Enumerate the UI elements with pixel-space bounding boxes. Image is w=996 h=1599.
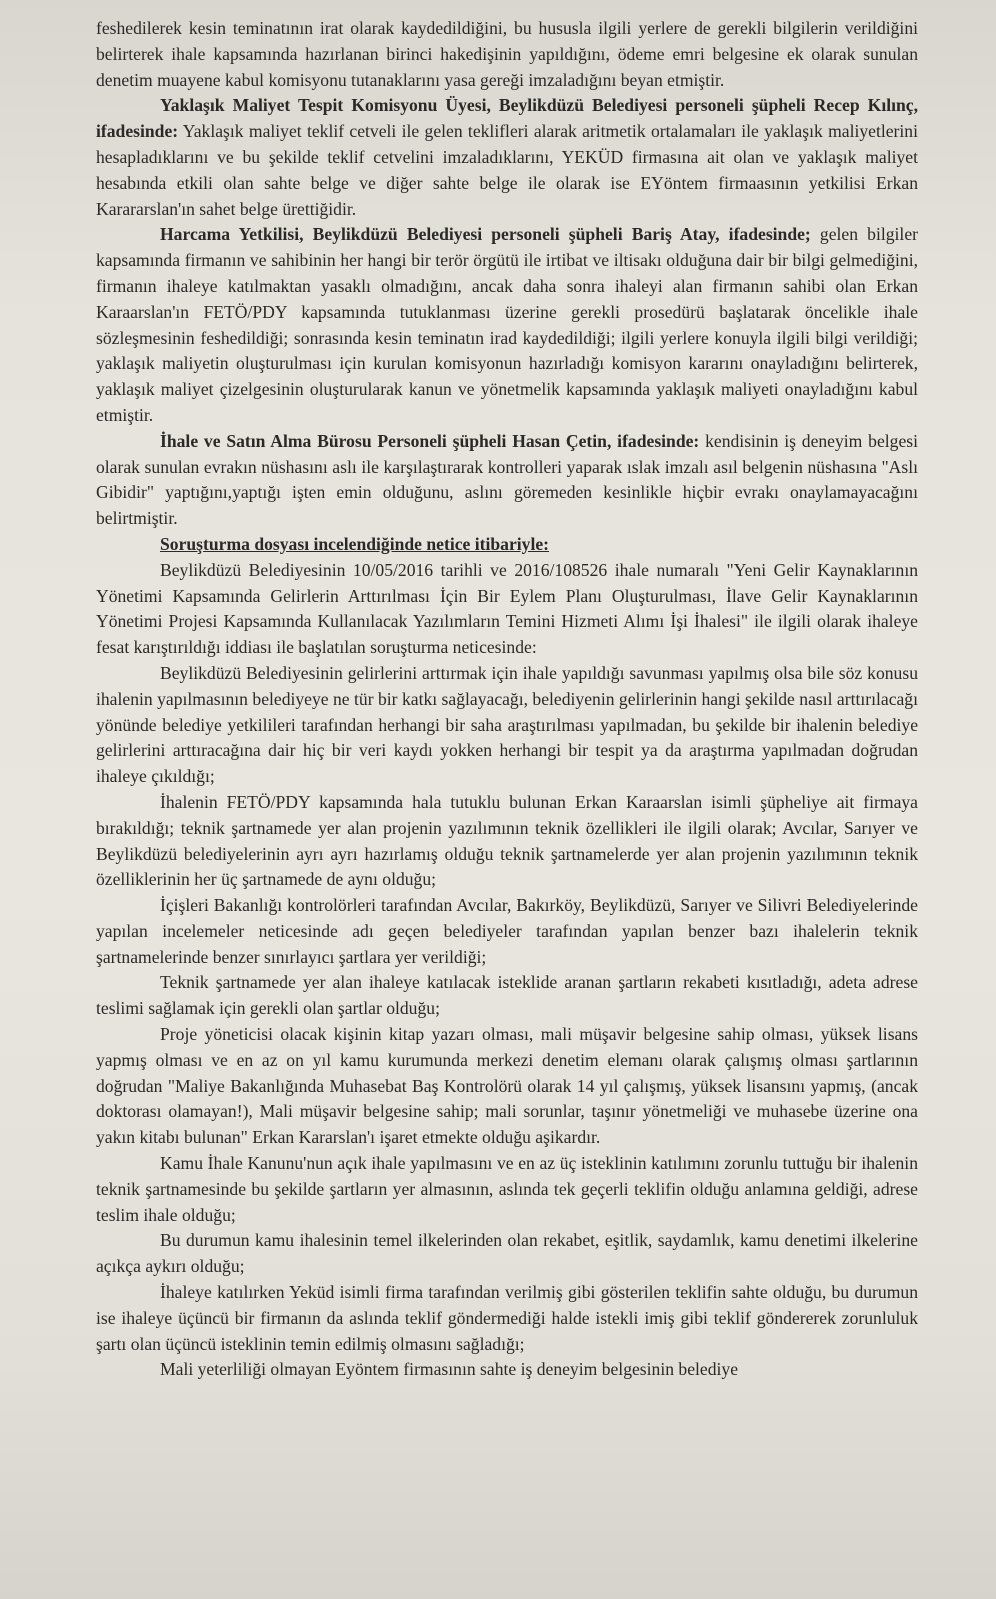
atay-statement-text: gelen bilgiler kapsamında firmanın ve sahibinin her hangi bir terör örgütü ile irtibat ve iltisakı olduğuna dair bir bilgi gelmediğini, firmanın ihaleye katılmaktan yasaklı olmadığını, ancak daha sonra ihaleyi alan firmanın sahibi olan Erkan Karaarslan'ın FETÖ/PDY kapsamında tutuklanması üzerine gerekli prosedürü başlatarak öncelikle ihale sözleşmesinin feshedildiği; sonrasında kesin teminatın irad kaydedildiği; ilgili yerlere konuyla ilgili bilgi verildiği; yaklaşık maliyetin oluşturulması için kurulan komisyonun hazırladığı komisyon kararını onayladığını belirterek, yaklaşık maliyet çizelgesinin oluşturularak kanun ve yönetmelik kapsamında yaklaşık maliyeti onayladığını kabul etmiştir. [96, 224, 918, 425]
atay-statement-lead: Harcama Yetkilisi, Beylikdüzü Belediyesi personeli şüpheli Bariş Atay, ifadesinde; [160, 224, 811, 245]
cetin-statement-lead: İhale ve Satın Alma Bürosu Personeli şüpheli Hasan Çetin, ifadesinde: [160, 430, 700, 451]
cetin-statement-paragraph [96, 429, 918, 532]
finding-paragraph-4: Teknik şartnamede yer alan ihaleye katılacak isteklide aranan şartların rekabeti kısıtladığı, adeta adrese teslimi sağlamak için gerekli olan şartlar olduğu; [96, 972, 918, 1019]
finding-paragraph-1: Beylikdüzü Belediyesinin gelirlerini arttırmak için ihale yapıldığı savunması yapılmış olsa bile söz konusu ihalenin yapılmasının belediyeye ne tür bir katkı sağlayacağı, belediyenin gelirlerinin hangi şekilde nasıl arttırılacağı yönünde belediye yetkilileri tarafından herhangi bir saha araştırılması yapılmadan, bu şekilde bir ihalenin belediye gelirlerini arttıracağına dair hiç bir veri kaydı yokken herhangi bir tespit ya da araştırma yapılmadan doğrudan ihaleye çıkıldığı; [96, 662, 918, 787]
tender-description-paragraph: Beylikdüzü Belediyesinin 10/05/2016 tarihli ve 2016/108526 ihale numaralı "Yeni Gelir Kaynaklarının Yönetimi Kapsamında Gelirlerin Arttırılması İçin Bir Eylem Planı Oluşturulması, İlave Gelir Kaynaklarının Yönetimi Projesi Kapsamında Kullanılacak Yazılımların Temini Hizmeti Alımı İşi İhalesi" ile ilgili olarak ihaleye fesat karıştırıldığı iddiası ile başlatılan soruşturma neticesinde: [96, 559, 918, 658]
finding-paragraph-9: Mali yeterliliği olmayan Eyöntem firmasının sahte iş deneyim belgesinin belediye [160, 1359, 739, 1380]
finding-paragraph-5: Proje yöneticisi olacak kişinin kitap yazarı olması, mali müşavir belgesine sahip olması, yüksek lisans yapmış olması ve en az on yıl kamu kurumunda merkezi denetim elemanı olarak çalışmış olması şartlarının doğrudan "Maliye Bakanlığında Muhasebat Baş Kontrolörü olarak 14 yıl çalışmış, yüksek lisansını yapmış, (ancak doktorası olamayan!), Mali müşavir belgesine sahip; mali sorunlar, taşınır yönetmeliği ve muhasebe üzerine ona yakın kitabı bulunan" Erkan Kararslan'ı işaret etmekte olduğu aşikardır. [96, 1024, 918, 1148]
kilinc-statement-paragraph [96, 93, 918, 222]
finding-paragraph-8: İhaleye katılırken Yeküd isimli firma tarafından verilmiş gibi gösterilen teklifin sahte olduğu, bu durumun ise ihaleye üçüncü bir firmanın da aslında teklif göndermediği halde istekli imiş gibi teklif göndererek zorunluluk şartı olan üçüncü isteklinin temin edilmiş olmasını sağladığı; [96, 1282, 918, 1354]
top-fragment-paragraph: feshedilerek kesin teminatının irat olarak kaydedildiğini, bu hususla ilgili yerlere de gerekli bilgilerin verildiğini belirterek ihale kapsamında hazırlanan birinci hakedişinin yapıldığını, ödeme emri belgesine ek olarak sunulan denetim muayene kabul komisyonu tutanaklarını yasa gereği imzaladığını beyan etmiştir. [96, 18, 918, 90]
conclusion-heading-paragraph [96, 532, 918, 558]
conclusion-heading: Soruşturma dosyası incelendiğinde netice itibariyle: [160, 533, 550, 554]
atay-statement-paragraph [96, 222, 918, 428]
finding-paragraph-7: Bu durumun kamu ihalesinin temel ilkelerinden olan rekabet, eşitlik, saydamlık, kamu denetimi ilkelerine açıkça aykırı olduğu; [96, 1230, 918, 1277]
kilinc-statement-lead: Yaklaşık Maliyet Tespit Komisyonu Üyesi, Beylikdüzü Belediyesi personeli şüpheli Recep Kılınç, ifadesinde: [96, 95, 918, 142]
finding-paragraph-2: İhalenin FETÖ/PDY kapsamında hala tutuklu bulunan Erkan Karaarslan isimli şüpheliye ait firmaya bırakıldığı; teknik şartnamede yer alan projenin yazılımının teknik özellikleri ile ilgili olarak; Avcılar, Sarıyer ve Beylikdüzü belediyelerinin ayrı ayrı hazırlamış olduğu teknik şartnamelerde yer alan projenin yazılımının teknik özelliklerinin her üç şartnamede de aynı olduğu; [96, 791, 918, 890]
kilinc-statement-text: Yaklaşık maliyet teklif cetveli ile gelen teklifleri alarak aritmetik ortalamaları ile yaklaşık maliyetlerini hesapladıklarını ve bu şekilde teklif cetvelini imzaladıklarını, YEKÜD firmasına ait olan ve yaklaşık maliyet hesabında etkili olan sahte belge ve diğer sahte belge ile olarak ise EYöntem firmaasının yetkilisi Erkan Karararslan'ın sahet belge ürettiğidir. [96, 121, 918, 219]
finding-paragraph-3: İçişleri Bakanlığı kontrolörleri tarafından Avcılar, Bakırköy, Beylikdüzü, Sarıyer ve Silivri Belediyelerinde yapılan incelemeler neticesinde adı geçen belediyeler tarafından yapılan benzer bazı ihalelerin teknik şartnamelerinde benzer sınırlayıcı şartlara yer verildiği; [96, 895, 918, 967]
finding-paragraph-6: Kamu İhale Kanunu'nun açık ihale yapılmasını ve en az üç isteklinin katılımını zorunlu tuttuğu bir ihalenin teknik şartnamesinde bu şekilde şartların yer almasının, aslında tek geçerli teklifin olduğu anlamına geldiği, adrese teslim ihale olduğu; [96, 1153, 918, 1225]
cetin-statement-text: kendisinin iş deneyim belgesi olarak sunulan evrakın nüshasını aslı ile karşılaştırarak kontrolleri yaparak ıslak imzalı asıl belgenin nüshasına "Aslı Gibidir" yaptığını,yaptığı işten emin olduğunu, aslını göremeden kesinlikle hiçbir evrakı onaylamayacağını belirtmiştir. [96, 430, 918, 529]
document-body [96, 16, 918, 1383]
